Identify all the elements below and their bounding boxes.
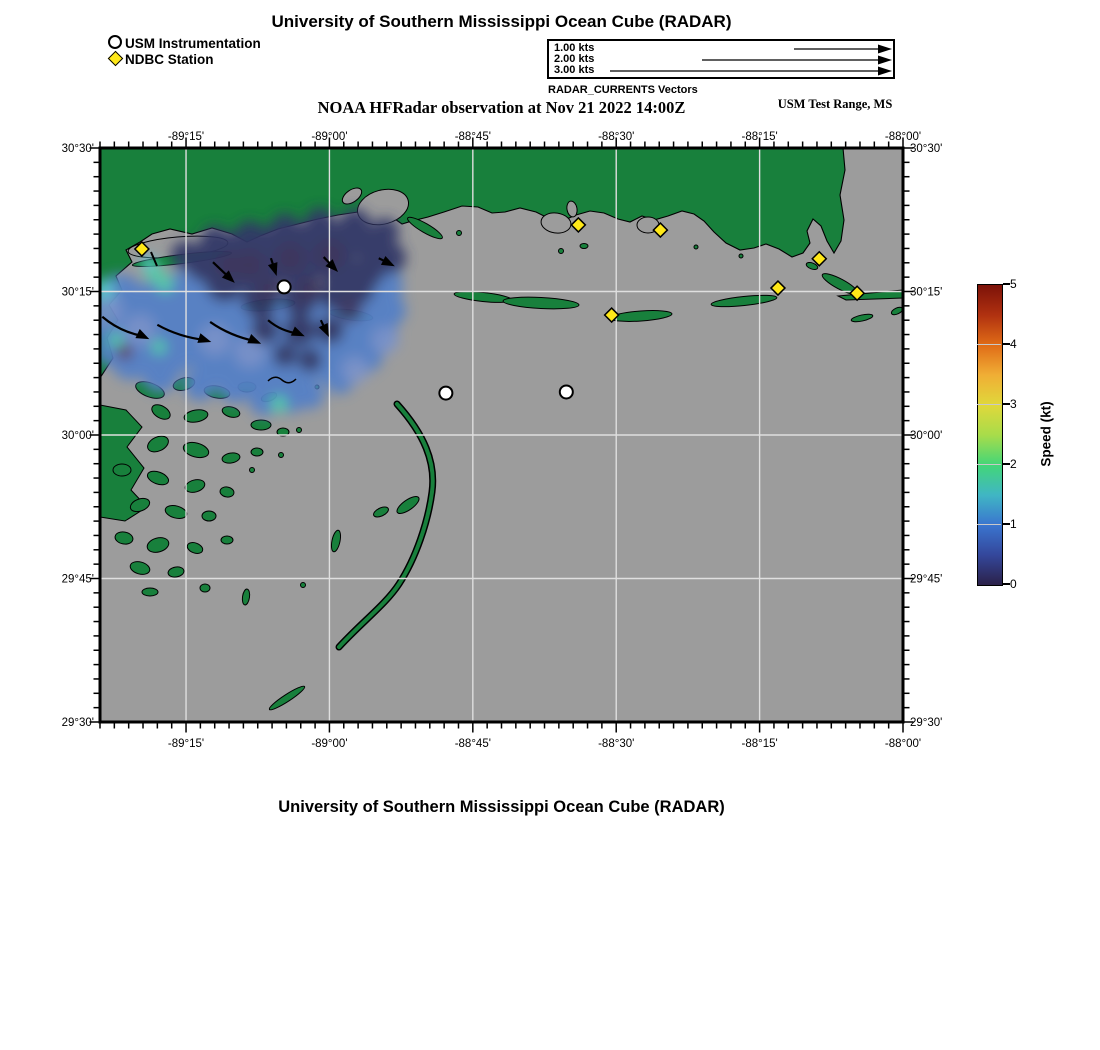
- test-range-label: USM Test Range, MS: [777, 97, 893, 111]
- x-tick-label-top: -88°45': [454, 131, 491, 143]
- colorbar-gridline: [977, 404, 1001, 405]
- colorbar-tick: [1003, 283, 1010, 285]
- colorbar-tick-label: 5: [1010, 277, 1017, 291]
- x-tick-label-bottom: -89°15': [167, 738, 205, 750]
- y-tick-label-left: 30°00': [61, 430, 94, 442]
- usm-instrument-marker: [278, 280, 291, 293]
- colorbar-title: Speed (kt): [1038, 401, 1054, 467]
- colorbar-gridline: [977, 464, 1001, 465]
- x-tick-label-bottom: -89°00': [311, 738, 348, 750]
- colorbar-tick-label: 2: [1010, 457, 1017, 471]
- legend-label-ndbc: NDBC Station: [125, 51, 214, 67]
- colorbar-tick-label: 3: [1010, 397, 1017, 411]
- colorbar-tick: [1003, 343, 1010, 345]
- colorbar-gridline: [977, 524, 1001, 525]
- x-tick-label-bottom: -88°15': [741, 738, 778, 750]
- y-tick-label-right: 29°45': [910, 573, 943, 586]
- colorbar-tick: [1003, 523, 1010, 525]
- scale-label-2kt: 2.00 kts: [554, 53, 595, 65]
- y-tick-label-left: 30°30': [61, 143, 94, 155]
- colorbar-tick: [1003, 583, 1010, 585]
- x-tick-label-bottom: -88°30': [598, 738, 635, 750]
- y-tick-label-left: 29°30': [61, 717, 94, 729]
- y-tick-label-left: 30°15': [61, 286, 94, 299]
- scale-label-3kt: 3.00 kts: [554, 64, 595, 76]
- vector-scale-caption: RADAR_CURRENTS Vectors: [548, 84, 698, 96]
- colorbar-tick-label: 4: [1010, 337, 1017, 351]
- x-tick-label-bottom: -88°00': [884, 738, 922, 750]
- scale-label-1kt: 1.00 kts: [554, 42, 595, 54]
- x-tick-label-top: -88°00': [884, 131, 922, 143]
- x-tick-label-bottom: -88°45': [454, 738, 491, 750]
- usm-instrument-marker: [560, 385, 573, 398]
- speed-colorbar: [977, 284, 1003, 586]
- usm-instrument-marker: [439, 387, 452, 400]
- y-tick-label-right: 30°30': [910, 143, 943, 155]
- colorbar-tick-label: 1: [1010, 517, 1017, 531]
- x-tick-label-top: -88°15': [741, 131, 778, 143]
- colorbar-tick: [1003, 463, 1010, 465]
- observation-subtitle: NOAA HFRadar observation at Nov 21 2022 14:00Z: [317, 98, 686, 117]
- footer-title: University of Southern Mississippi Ocean Cube (RADAR): [278, 798, 725, 816]
- colorbar-tick-label: 0: [1010, 577, 1017, 591]
- y-tick-label-right: 30°00': [910, 430, 943, 442]
- y-tick-label-left: 29°45': [61, 573, 94, 586]
- x-tick-label-top: -88°30': [598, 131, 635, 143]
- x-tick-label-top: -89°15': [167, 131, 205, 143]
- legend-label-usm: USM Instrumentation: [125, 36, 261, 52]
- colorbar-gridline: [977, 344, 1001, 345]
- x-tick-label-top: -89°00': [311, 131, 348, 143]
- page-title: University of Southern Mississippi Ocean Cube (RADAR): [271, 12, 732, 31]
- colorbar-tick: [1003, 403, 1010, 405]
- y-tick-label-right: 29°30': [910, 717, 943, 729]
- y-tick-label-right: 30°15': [910, 286, 943, 299]
